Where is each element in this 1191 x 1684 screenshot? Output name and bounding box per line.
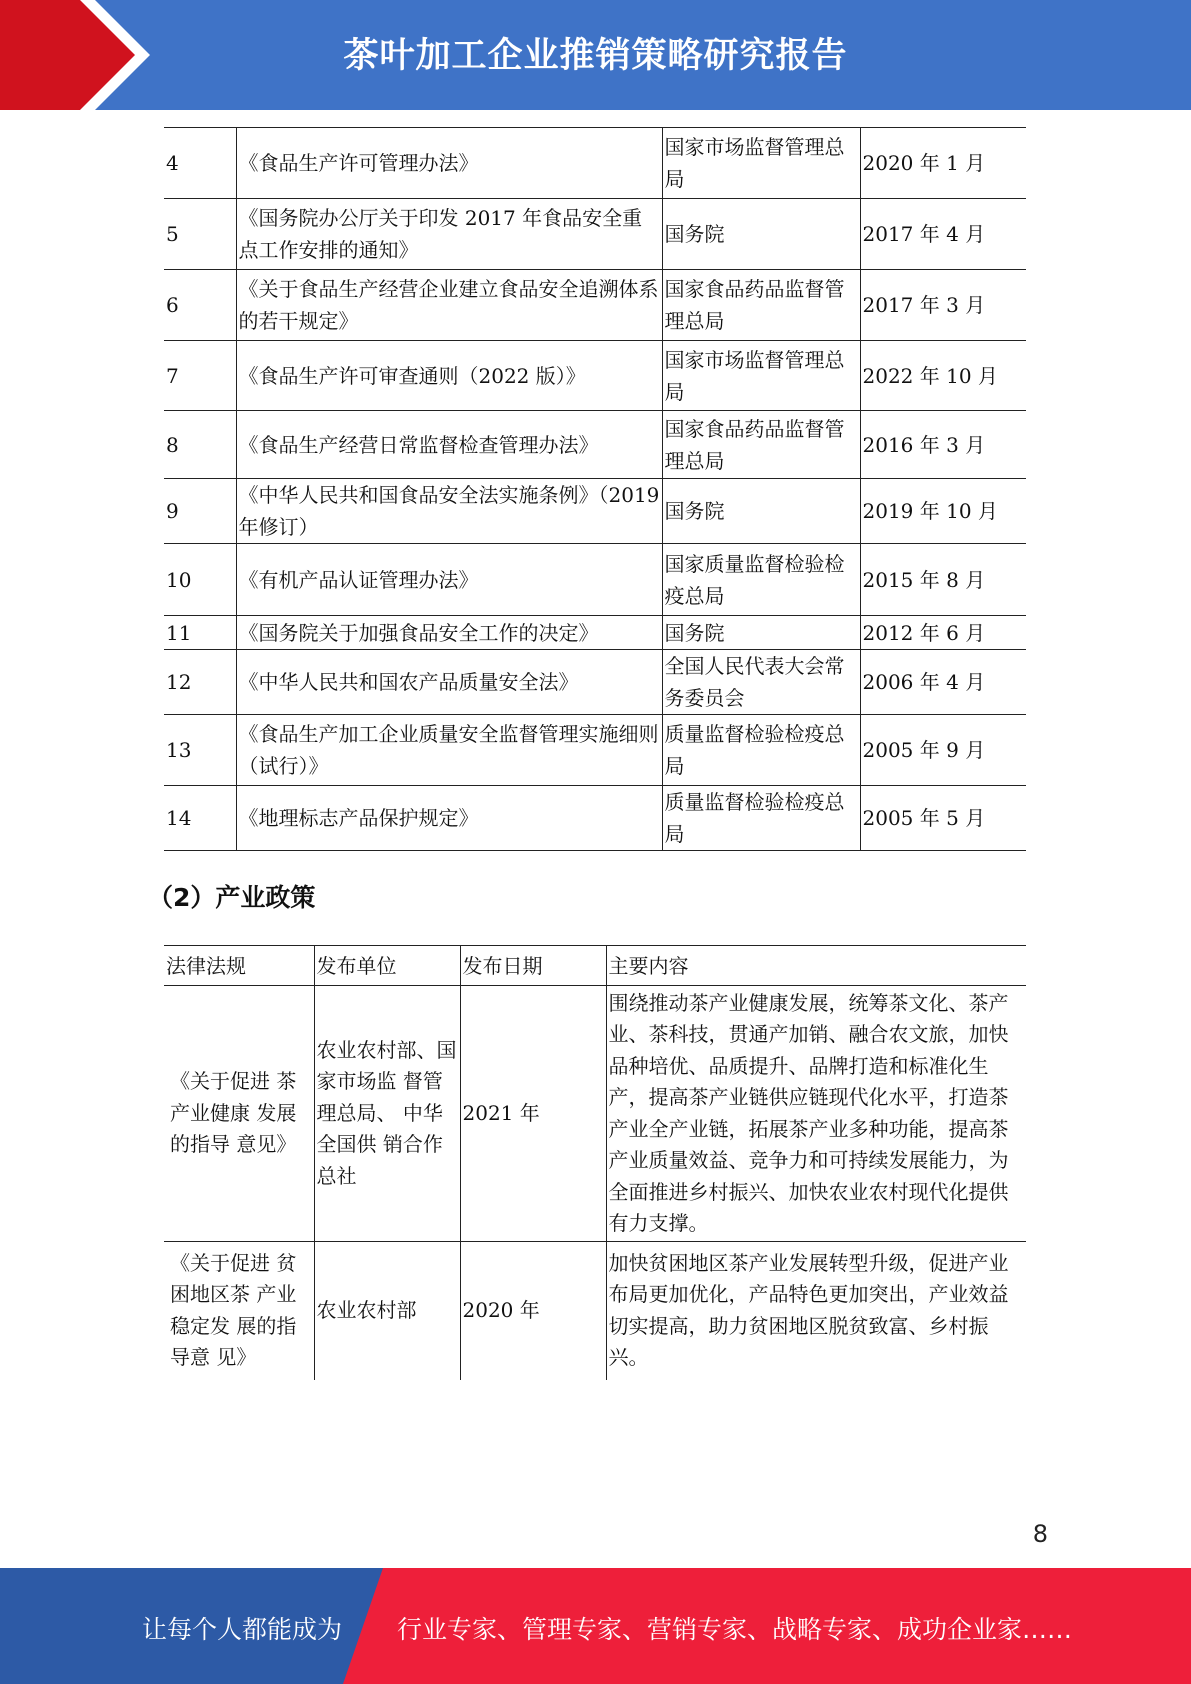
- regulation-name: 《食品生产许可审查通则（2022 版）》: [236, 341, 662, 411]
- column-header: 主要内容: [606, 946, 1026, 986]
- regulation-issuer: 国务院: [662, 616, 860, 650]
- regulation-date: 2020 年 1 月: [860, 128, 1026, 199]
- row-number: 5: [164, 199, 236, 270]
- table-header-row: [164, 946, 1026, 986]
- regulation-name: 《国务院办公厅关于印发 2017 年食品安全重点工作安排的通知》: [236, 199, 662, 270]
- policy-issuer: 农业农村部、国家市场监 督管理总局、 中华全国供 销合作总社: [314, 986, 460, 1242]
- regulation-issuer: 国家食品药品监督管理总局: [662, 270, 860, 341]
- regulations-table: [164, 127, 1026, 851]
- regulation-date: 2006 年 4 月: [860, 650, 1026, 715]
- regulation-issuer: 国务院: [662, 199, 860, 270]
- regulation-issuer: 国家食品药品监督管理总局: [662, 411, 860, 479]
- row-number: 12: [164, 650, 236, 715]
- regulation-date: 2017 年 4 月: [860, 199, 1026, 270]
- table-row: [164, 786, 1026, 851]
- row-number: 14: [164, 786, 236, 851]
- page-number: 8: [1032, 1520, 1048, 1548]
- row-number: 7: [164, 341, 236, 411]
- regulation-issuer: 国务院: [662, 479, 860, 544]
- regulation-date: 2019 年 10 月: [860, 479, 1026, 544]
- policy-date: 2021 年: [460, 986, 606, 1242]
- table-row: [164, 1242, 1026, 1380]
- row-number: 4: [164, 128, 236, 199]
- footer-slogan-left: 让每个人都能成为: [142, 1615, 343, 1644]
- policy-content: 围绕推动茶产业健康发展，统筹茶文化、茶产业、茶科技，贯通产加销、融合农文旅，加快品种培优、品质提升、品牌打造和标准化生产，提高茶产业链供应链现代化水平，打造茶产业全产业链，拓展茶产业多种功能，提高茶产业质量效益、竞争力和可持续发展能力，为全面推进乡村振兴、加快农业农村现代化提供有力支撑。: [606, 986, 1026, 1242]
- regulation-name: 《中华人民共和国食品安全法实施条例》（2019 年修订）: [236, 479, 662, 544]
- row-number: 10: [164, 544, 236, 616]
- table-row: [164, 411, 1026, 479]
- regulation-date: 2005 年 9 月: [860, 715, 1026, 786]
- row-number: 9: [164, 479, 236, 544]
- regulation-name: 《关于食品生产经营企业建立食品安全追溯体系的若干规定》: [236, 270, 662, 341]
- table-row: [164, 199, 1026, 270]
- regulation-issuer: 全国人民代表大会常务委员会: [662, 650, 860, 715]
- regulation-date: 2005 年 5 月: [860, 786, 1026, 851]
- column-header: 法律法规: [164, 946, 314, 986]
- row-number: 6: [164, 270, 236, 341]
- row-number: 8: [164, 411, 236, 479]
- column-header: 发布单位: [314, 946, 460, 986]
- policy-date: 2020 年: [460, 1242, 606, 1380]
- report-title: 茶叶加工企业推销策略研究报告: [343, 36, 848, 76]
- regulation-name: 《中华人民共和国农产品质量安全法》: [236, 650, 662, 715]
- regulation-issuer: 国家质量监督检验检疫总局: [662, 544, 860, 616]
- regulation-issuer: 质量监督检验检疫总局: [662, 786, 860, 851]
- table-row: [164, 544, 1026, 616]
- table-row: [164, 270, 1026, 341]
- regulation-name: 《地理标志产品保护规定》: [236, 786, 662, 851]
- row-number: 13: [164, 715, 236, 786]
- regulation-issuer: 质量监督检验检疫总局: [662, 715, 860, 786]
- regulation-date: 2012 年 6 月: [860, 616, 1026, 650]
- section-heading: （2）产业政策: [148, 883, 316, 912]
- footer-slogan-right: 行业专家、管理专家、营销专家、战略专家、成功企业家……: [397, 1615, 1073, 1644]
- table-row: [164, 479, 1026, 544]
- column-header: 发布日期: [460, 946, 606, 986]
- regulation-name: 《有机产品认证管理办法》: [236, 544, 662, 616]
- policy-issuer: 农业农村部: [314, 1242, 460, 1380]
- regulation-date: 2017 年 3 月: [860, 270, 1026, 341]
- policy-content: 加快贫困地区茶产业发展转型升级，促进产业布局更加优化，产品特色更加突出，产业效益切实提高，助力贫困地区脱贫致富、乡村振兴。: [606, 1242, 1026, 1380]
- regulation-date: 2015 年 8 月: [860, 544, 1026, 616]
- regulation-issuer: 国家市场监督管理总局: [662, 341, 860, 411]
- page-header: [0, 0, 1191, 110]
- page-footer: [0, 1568, 1191, 1684]
- regulation-name: 《食品生产经营日常监督检查管理办法》: [236, 411, 662, 479]
- regulation-name: 《食品生产加工企业质量安全监督管理实施细则（试行）》: [236, 715, 662, 786]
- table-row: [164, 616, 1026, 650]
- regulation-name: 《食品生产许可管理办法》: [236, 128, 662, 199]
- regulation-name: 《国务院关于加强食品安全工作的决定》: [236, 616, 662, 650]
- table-row: [164, 128, 1026, 199]
- policy-name: 《关于促进 茶产业健康 发展的指导 意见》: [164, 986, 314, 1242]
- policy-name: 《关于促进 贫困地区茶 产业稳定发 展的指导意 见》: [170, 1250, 297, 1370]
- table-row: [164, 341, 1026, 411]
- industry-policy-table: [164, 945, 1026, 1380]
- table-row: [164, 650, 1026, 715]
- regulation-date: 2022 年 10 月: [860, 341, 1026, 411]
- table-row: [164, 715, 1026, 786]
- regulation-date: 2016 年 3 月: [860, 411, 1026, 479]
- regulation-issuer: 国家市场监督管理总局: [662, 128, 860, 199]
- table-row: [164, 986, 1026, 1242]
- row-number: 11: [164, 616, 236, 650]
